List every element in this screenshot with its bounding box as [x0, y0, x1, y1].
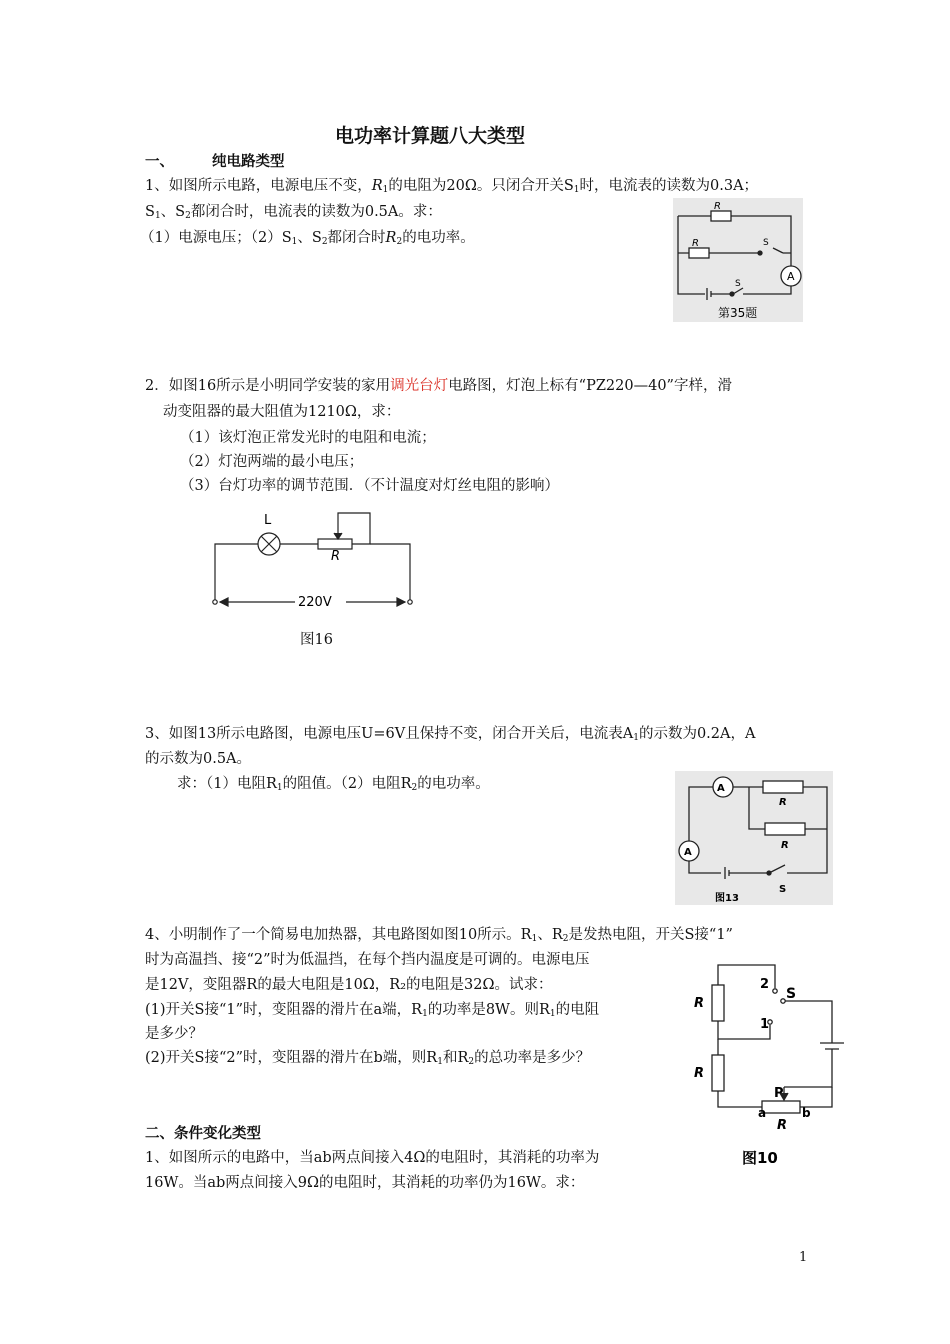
q3-line1: 3、如图13所示电路图，电源电压U=6V且保持不变，闭合开关后，电流表$A_1$的示数为0.2A，A — [145, 726, 756, 743]
q4-circuit-figure — [690, 955, 860, 1170]
q1-fig-caption: 第35题 — [718, 306, 758, 320]
q4-line5: 是多少？ — [145, 1026, 203, 1042]
q3-fig-a1-label: A — [717, 783, 725, 794]
q4-fig-b-label: b — [802, 1106, 811, 1120]
q2-fig-lamp-label: L — [264, 513, 272, 528]
q3-line2: 的示数为0.5A。 — [145, 751, 252, 767]
page-number: 1 — [799, 1250, 808, 1265]
q3-fig-a-label: A — [684, 847, 692, 858]
q1-fig-ammeter-label: A — [787, 270, 795, 283]
q3-fig-s-label: S — [779, 884, 787, 895]
q4-fig-r2-label: R — [694, 996, 705, 1011]
section-number: 一、 — [145, 154, 174, 170]
highlight-term: 调光台灯 — [390, 378, 449, 394]
q4-fig-r1-label: R — [694, 1066, 705, 1081]
q2-fig-res-label: R — [331, 549, 341, 564]
q4-fig-caption: 图10 — [742, 1149, 778, 1167]
q3-fig-caption: 图13 — [715, 893, 739, 904]
q2-fig-volt-label: 220V — [298, 595, 332, 610]
q4-line3: 是12V，变阻器R的最大电阻是10Ω，R₂的电阻是32Ω。试求： — [145, 977, 553, 993]
section2-heading: 二、条件变化类型 — [145, 1126, 261, 1142]
q2-sub2: （2）灯泡两端的最小电压； — [180, 454, 364, 470]
q4-line6: (2)开关S接“2”时，变阻器的滑片在b端，则$R_1$和$R_2$的总功率是多少？ — [145, 1050, 591, 1067]
q5-line1: 1、如图所示的电路中，当ab两点间接入4Ω的电阻时，其消耗的功率为 — [145, 1150, 600, 1166]
q2-fig-caption: 图16 — [300, 632, 333, 648]
q4-fig-s-label: S — [786, 986, 797, 1002]
q1-line1: 1、如图所示电路，电源电压不变，$R_1$的电阻为20Ω。只闭合开关$S_1$时，电流表的读数为0.3A； — [145, 178, 759, 195]
q1-line2: $S_1$、$S_2$都闭合时，电流表的读数为0.5A。求： — [145, 204, 442, 221]
q4-line1: 4、小明制作了一个简易电加热器，其电路图如图10所示。$R_1$、$R_2$是发热电阻，开关S接“1” — [145, 927, 733, 944]
q3-line3: 求：（1）电阻$R_1$的阻值。（2）电阻$R_2$的电功率。 — [177, 776, 490, 793]
q1-fig-s1-label: S — [735, 279, 741, 289]
q4-line4: (1)开关S接“1”时，变阻器的滑片在a端，$R_1$的功率是8W。则$R_1$的电阻 — [145, 1002, 600, 1019]
q2-sub3: （3）台灯功率的调节范围．（不计温度对灯丝电阻的影响） — [180, 478, 559, 494]
q1-fig-r2-label: R — [692, 238, 699, 249]
q4-fig-p-label: P — [774, 1086, 784, 1101]
q2-line2: 动变阻器的最大阻值为1210Ω，求： — [163, 404, 401, 420]
q1-circuit-figure — [673, 198, 803, 322]
q1-fig-s2-label: S — [763, 238, 769, 248]
q2-line1: 2．如图16所示是小明同学安装的家用调光台灯电路图，灯泡上标有“PZ220—40”字样，滑 — [145, 378, 732, 394]
q5-line2: 16W。当ab两点间接入9Ω的电阻时，其消耗的功率仍为16W。求： — [145, 1175, 585, 1191]
section-heading: 纯电路类型 — [212, 154, 285, 170]
q1-line3: （1）电源电压；$(2)S_1$、$S_2$都闭合时$R_2$的电功率。 — [140, 230, 475, 247]
q4-fig-r-label: R — [777, 1118, 788, 1133]
q4-fig-1-label: 1 — [760, 1017, 770, 1032]
q3-fig-r1-label: R — [779, 797, 787, 808]
q4-fig-a-label: a — [758, 1106, 767, 1120]
q3-fig-r2-label: R — [781, 840, 789, 851]
q4-line2: 时为高温挡、接“2”时为低温挡，在每个挡内温度是可调的。电源电压 — [145, 952, 590, 968]
q4-fig-2-label: 2 — [760, 977, 770, 992]
q1-fig-r1-label: R — [714, 201, 721, 212]
q2-sub1: （1）该灯泡正常发光时的电阻和电流； — [180, 430, 436, 446]
q3-circuit-figure — [675, 771, 833, 905]
page-title: 电功率计算题八大类型 — [335, 125, 526, 147]
